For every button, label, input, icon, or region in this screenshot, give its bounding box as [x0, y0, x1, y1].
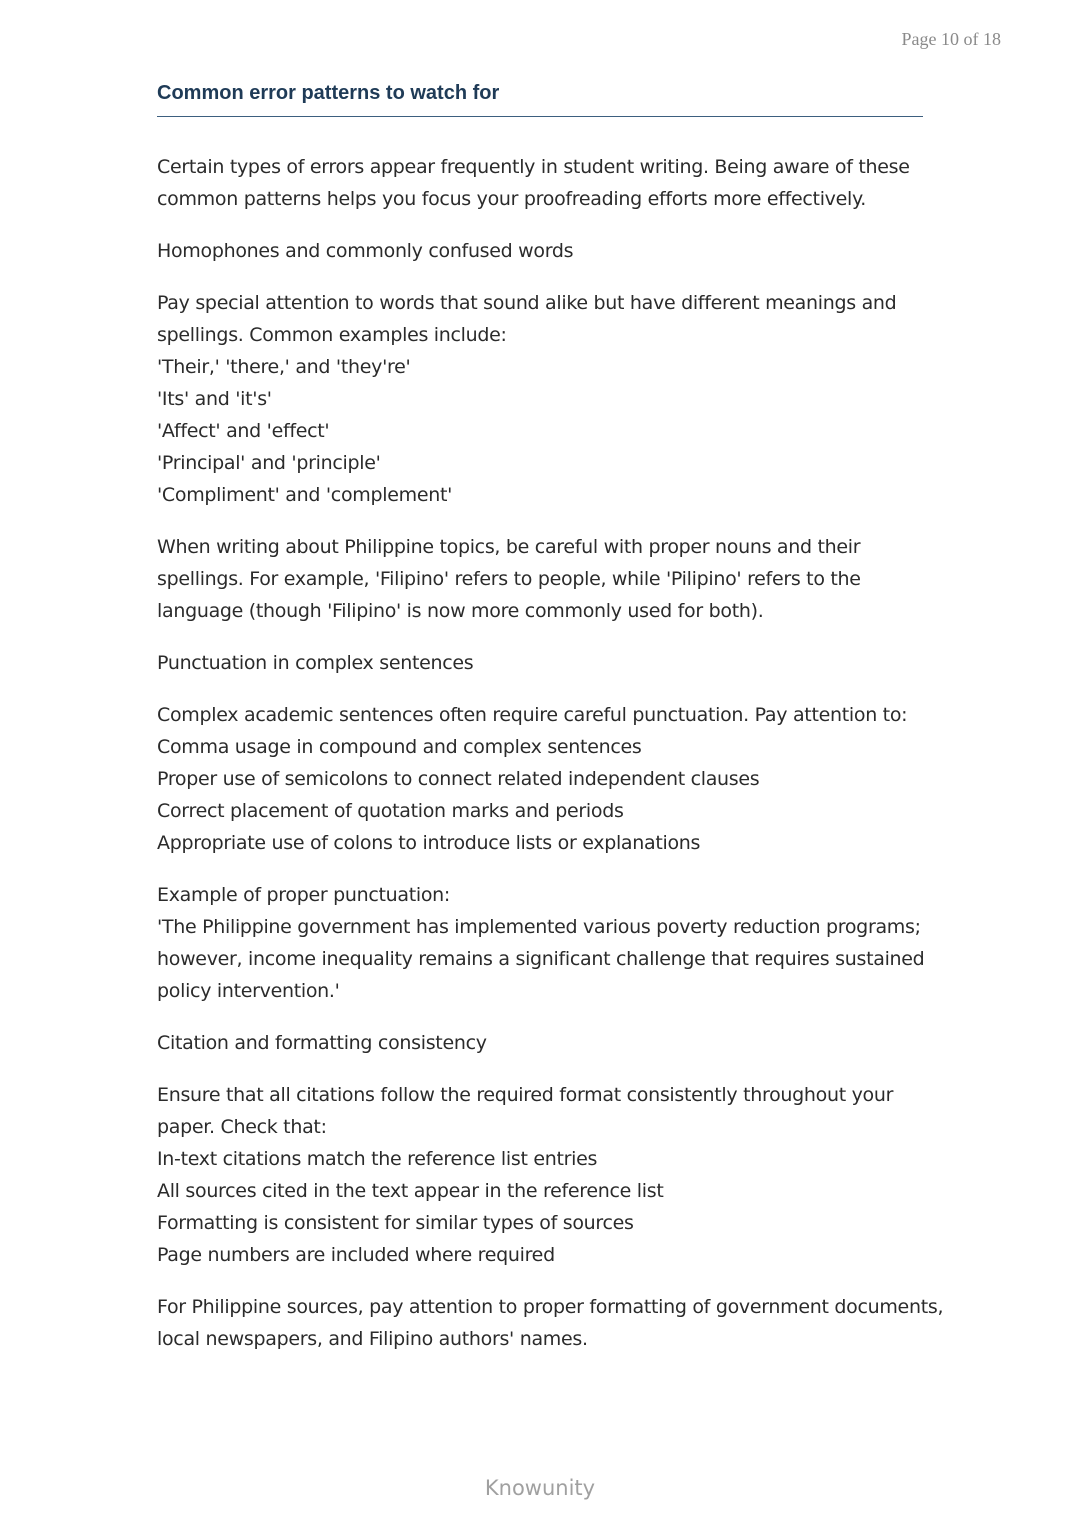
punctuation-list: [157, 731, 923, 859]
text-line: spellings. For example, 'Filipino' refers to people, while 'Pilipino' refers to the: [157, 568, 861, 590]
text-line: Ensure that all citations follow the required format consistently throughout your: [157, 1084, 894, 1106]
list-item: 'Its' and 'it's': [157, 388, 272, 410]
list-item: Appropriate use of colons to introduce lists or explanations: [157, 832, 701, 854]
list-item: Proper use of semicolons to connect related independent clauses: [157, 768, 760, 790]
citation-paragraph: [157, 1079, 923, 1143]
closing-paragraph: [157, 1291, 944, 1355]
section-title: Common error patterns to watch for: [157, 80, 923, 117]
document-content: [157, 80, 944, 1355]
list-item: 'Affect' and 'effect': [157, 420, 330, 442]
citation-list: [157, 1143, 923, 1271]
text-line: language (though 'Filipino' is now more commonly used for both).: [157, 600, 764, 622]
philippine-note-paragraph: [157, 531, 923, 627]
text-line: policy intervention.': [157, 980, 340, 1002]
list-item: 'Compliment' and 'complement': [157, 484, 453, 506]
footer-brand: Knowunity: [484, 1476, 596, 1500]
page-number: Page 10 of 18: [901, 29, 1001, 49]
text-line: 'The Philippine government has implemented various poverty reduction programs;: [157, 916, 921, 938]
list-item: Correct placement of quotation marks and periods: [157, 800, 624, 822]
list-item: All sources cited in the text appear in the reference list: [157, 1180, 664, 1202]
example-block: [157, 879, 923, 1007]
text-line: however, income inequality remains a significant challenge that requires sustained: [157, 948, 925, 970]
text-line: Example of proper punctuation:: [157, 884, 451, 906]
list-item: Comma usage in compound and complex sentences: [157, 736, 642, 758]
text-line: Pay special attention to words that sound alike but have different meanings and: [157, 292, 897, 314]
punctuation-paragraph: Complex academic sentences often require careful punctuation. Pay attention to:: [157, 704, 908, 726]
intro-paragraph: [157, 151, 923, 215]
homophones-heading: Homophones and commonly confused words: [157, 240, 574, 262]
list-item: In-text citations match the reference list entries: [157, 1148, 598, 1170]
text-line: local newspapers, and Filipino authors' names.: [157, 1328, 588, 1350]
text-line: paper. Check that:: [157, 1116, 327, 1138]
list-item: 'Their,' 'there,' and 'they're': [157, 356, 411, 378]
list-item: Formatting is consistent for similar types of sources: [157, 1212, 634, 1234]
text-line: common patterns helps you focus your proofreading efforts more effectively.: [157, 188, 866, 210]
homophones-list: [157, 351, 923, 511]
punctuation-heading: Punctuation in complex sentences: [157, 652, 474, 674]
text-line: When writing about Philippine topics, be careful with proper nouns and their: [157, 536, 861, 558]
list-item: Page numbers are included where required: [157, 1244, 555, 1266]
text-line: spellings. Common examples include:: [157, 324, 507, 346]
text-line: For Philippine sources, pay attention to proper formatting of government documents,: [157, 1296, 944, 1318]
text-line: Certain types of errors appear frequently in student writing. Being aware of these: [157, 156, 910, 178]
list-item: 'Principal' and 'principle': [157, 452, 381, 474]
citation-heading: Citation and formatting consistency: [157, 1032, 487, 1054]
homophones-paragraph: [157, 287, 923, 351]
